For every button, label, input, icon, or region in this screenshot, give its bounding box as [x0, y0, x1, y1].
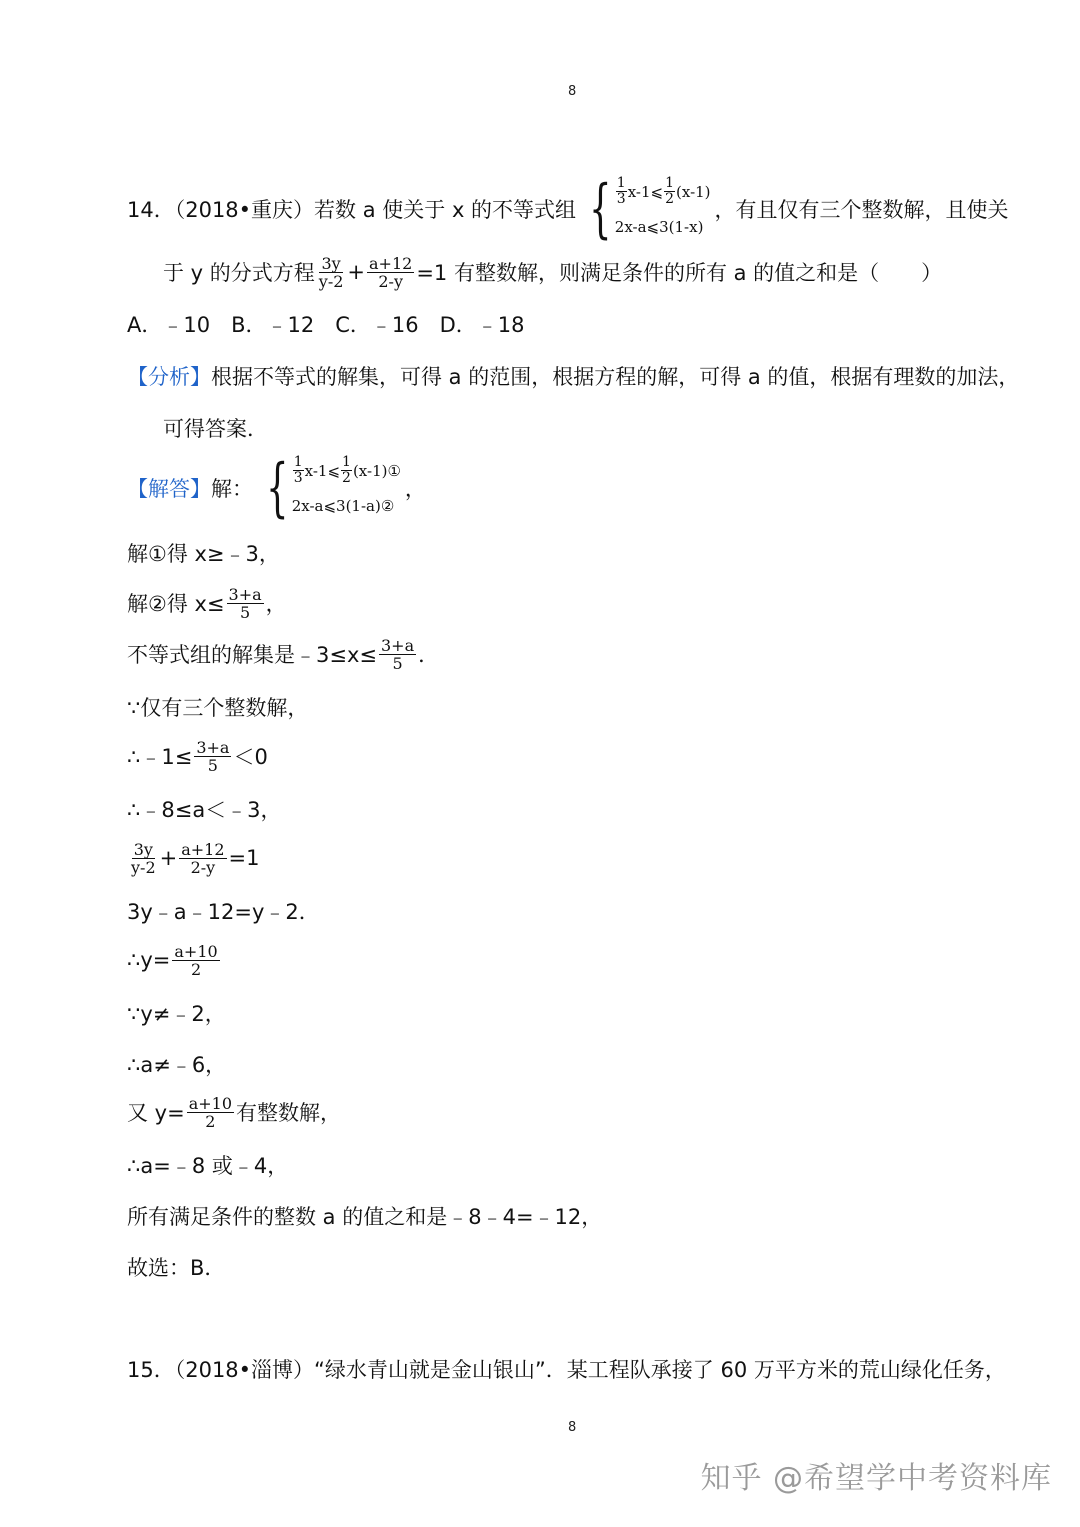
solution-step: ∵仅有三个整数解， [127, 696, 309, 720]
inequality-system-1: { 1 3 x-1⩽ 1 2 (x-1) 2x-a⩽3(1-x) [589, 172, 711, 246]
solution-step: ∴﹣8≤a＜﹣3， [127, 798, 282, 822]
solution-step: 解①得 x≥﹣3， [127, 542, 280, 566]
inequality-system-2: { 1 3 x-1⩽ 1 2 (x-1)① 2x-a⩽3(1-a)② [266, 451, 401, 525]
solution-header: 【解答】 解： { 1 3 x-1⩽ 1 2 (x-1)① 2x-a⩽3(1-a)② ， [127, 451, 426, 525]
solution-step: ∴﹣1≤ $\frac{3+a}{5}$ ＜0 [127, 737, 268, 775]
answer-options: A．﹣10 B．﹣12 C．﹣16 D．﹣18 [127, 313, 525, 337]
watermark: 知乎 @希望学中考资料库 [700, 1461, 1052, 1496]
fraction: $\frac{a+12}{2-y}$ [369, 253, 413, 291]
solution-step: ∴a=﹣8 或﹣4， [127, 1154, 289, 1178]
brace-icon: { [266, 451, 289, 525]
page-number-top: 8 [568, 84, 577, 99]
solution-step: 所有满足条件的整数 a 的值之和是﹣8﹣4=﹣12， [127, 1205, 603, 1229]
fraction: $\frac{a+10}{2}$ [174, 941, 218, 979]
brace-icon: { [589, 172, 612, 246]
analysis-line2: 可得答案． [163, 417, 268, 441]
solution-tag: 【解答】 [127, 477, 211, 501]
fraction: $\frac{3+a}{5}$ [196, 737, 230, 775]
solution-step: $\frac{3y}{y-2}$ + $\frac{a+12}{2-y}$ =1 [131, 839, 260, 877]
q14-line2: 于 y 的分式方程 $\frac{3y}{y-2}$ + $\frac{a+12}{2-y}$ =1 有整数解，则满足条件的所有 a 的值之和是（ ） [163, 253, 943, 291]
page-number-bottom: 8 [568, 1420, 577, 1435]
q15-line1: 15．（2018•淄博）“绿水青山就是金山银山”．某工程队承接了 60 万平方米的荒山绿化任务， [127, 1358, 1006, 1382]
q14-text-a: 14．（2018•重庆）若数 a 使关于 x 的不等式组 [127, 198, 577, 222]
solution-step: ∴y= $\frac{a+10}{2}$ [127, 941, 218, 979]
solution-step: 不等式组的解集是﹣3≤x≤ $\frac{3+a}{5}$ ． [127, 635, 440, 673]
fraction: $\frac{3+a}{5}$ [228, 584, 262, 622]
solution-step: 又 y= $\frac{a+10}{2}$ 有整数解， [127, 1093, 342, 1131]
solution-step: 故选：B． [127, 1256, 226, 1280]
q14-line1 [127, 172, 1009, 246]
analysis-line1: 【分析】 根据不等式的解集，可得 a 的范围，根据方程的解，可得 a 的值，根据有理数的加法， [127, 361, 1019, 391]
fraction: $\frac{3y}{y-2}$ [131, 839, 156, 877]
fraction: $\frac{a+12}{2-y}$ [181, 839, 225, 877]
q14-text-b: ，有且仅有三个整数解，且使关 [714, 198, 1009, 222]
solution-step: ∵y≠﹣2， [127, 1002, 226, 1026]
fraction: $\frac{3+a}{5}$ [380, 635, 415, 673]
analysis-tag: 【分析】 [127, 365, 211, 389]
fraction: $\frac{a+10}{2}$ [188, 1093, 233, 1131]
solution-step: ∴a≠﹣6， [127, 1053, 227, 1077]
solution-step: 解②得 x≤ $\frac{3+a}{5}$ ， [127, 584, 287, 622]
solution-step: 3y﹣a﹣12=y﹣2． [127, 900, 320, 924]
fraction: $\frac{3y}{y-2}$ [318, 253, 344, 291]
